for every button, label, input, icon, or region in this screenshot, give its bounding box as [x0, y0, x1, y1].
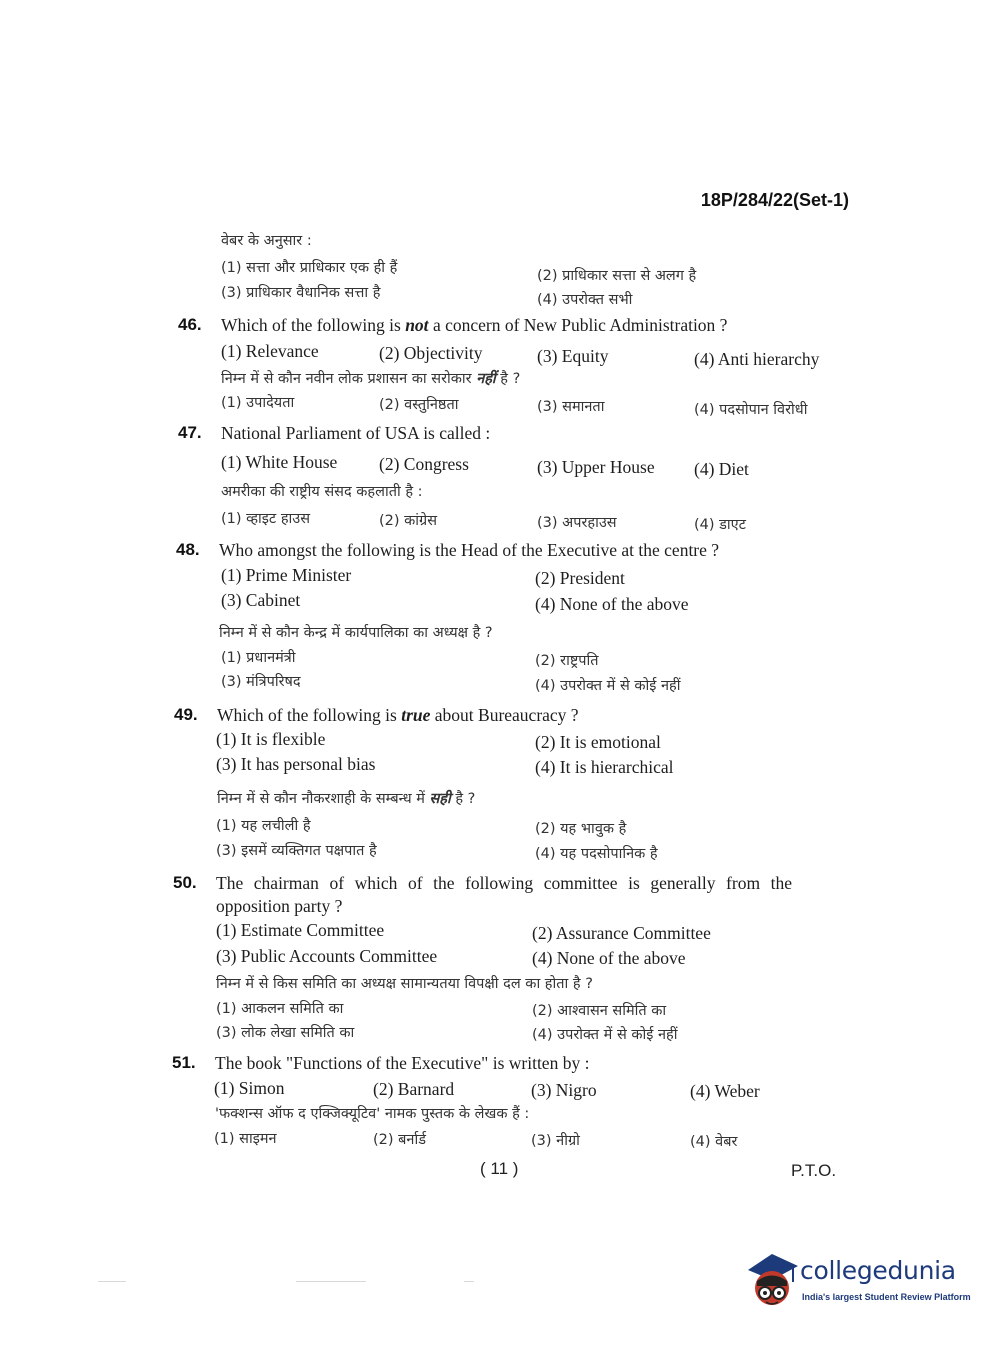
option-en: (3) Public Accounts Committee: [216, 946, 438, 966]
question-number: 51.: [172, 1053, 196, 1072]
question-50-stem-en-line1: The chairman of which of the following committee is generally from the: [216, 873, 793, 893]
option-hi: (4) पदसोपान विरोधी: [694, 402, 808, 418]
option-en: (4) It is hierarchical: [535, 757, 674, 777]
option-hi: (1) उपादेयता: [221, 395, 295, 411]
question-48-stem-hi: निम्न में से कौन केन्द्र में कार्यपालिका का अध्यक्ष है ?: [219, 625, 493, 641]
brand-tagline: India's largest Student Review Platform: [802, 1292, 971, 1302]
emphasis-text: true: [401, 705, 431, 725]
scan-artifact: [98, 1281, 126, 1282]
question-number: 47.: [178, 423, 202, 442]
option-en: (3) Nigro: [531, 1080, 597, 1100]
question-number: 50.: [173, 873, 197, 892]
question-49-stem-hi: निम्न में से कौन नौकरशाही के सम्बन्ध में सही है ?: [217, 791, 476, 807]
option-en: (4) Weber: [690, 1081, 760, 1101]
page-number: ( 11 ): [480, 1159, 519, 1178]
question-47-stem-hi: अमरीका की राष्ट्रीय संसद कहलाती है :: [221, 484, 423, 500]
brand-name: collegedunia: [800, 1256, 956, 1285]
intro-stem-hi: वेबर के अनुसार :: [221, 233, 312, 249]
option-hi: (4) यह पदसोपानिक है: [535, 846, 658, 862]
pto-label: P.T.O.: [791, 1161, 837, 1180]
option-en: (4) None of the above: [535, 594, 689, 614]
question-46-stem-hi: निम्न में से कौन नवीन लोक प्रशासन का सरोकार नहीं है ?: [221, 371, 521, 387]
intro-option-4: (4) उपरोक्त सभी: [537, 292, 633, 308]
option-en: (2) Congress: [379, 454, 469, 474]
option-en: (1) Relevance: [221, 341, 319, 361]
question-number: 48.: [176, 540, 200, 559]
option-hi: (3) नीग्रो: [531, 1133, 580, 1149]
emphasis-text: not: [405, 315, 429, 335]
option-en: (2) Objectivity: [379, 343, 483, 363]
intro-option-3: (3) प्राधिकार वैधानिक सत्ता है: [221, 285, 381, 301]
option-hi: (1) आकलन समिति का: [216, 1001, 344, 1017]
option-en: (4) Anti hierarchy: [694, 349, 820, 369]
option-en: (1) It is flexible: [216, 729, 326, 749]
paper-code: 18P/284/22(Set-1): [700, 190, 849, 210]
option-hi: (2) यह भावुक है: [535, 821, 627, 837]
option-hi: (4) उपरोक्त में से कोई नहीं: [535, 678, 681, 694]
option-hi: (4) उपरोक्त में से कोई नहीं: [532, 1027, 678, 1043]
question-number: 49.: [174, 705, 198, 724]
scan-artifact: [464, 1281, 474, 1282]
option-en: (3) It has personal bias: [216, 754, 376, 774]
option-hi: (4) डाएट: [694, 517, 746, 533]
scan-artifact: [296, 1281, 366, 1282]
option-hi: (1) यह लचीली है: [216, 818, 311, 834]
option-hi: (1) व्हाइट हाउस: [221, 511, 311, 527]
emphasis-text: नहीं: [476, 371, 496, 387]
option-hi: (2) वस्तुनिष्ठता: [379, 397, 459, 413]
collegedunia-logo: [742, 1248, 974, 1320]
option-hi: (2) बर्नार्ड: [373, 1132, 426, 1148]
intro-option-2: (2) प्राधिकार सत्ता से अलग है: [537, 268, 697, 284]
option-hi: (1) प्रधानमंत्री: [221, 650, 296, 666]
intro-option-1: (1) सत्ता और प्राधिकार एक ही हैं: [221, 260, 398, 276]
option-en: (1) Prime Minister: [221, 565, 352, 585]
option-en: (2) Assurance Committee: [532, 923, 711, 943]
question-47-stem-en: National Parliament of USA is called :: [221, 423, 491, 443]
option-hi: (3) समानता: [537, 399, 605, 415]
option-en: (2) Barnard: [373, 1079, 455, 1099]
option-hi: (1) साइमन: [214, 1131, 277, 1147]
question-48-stem-en: Who amongst the following is the Head of the Executive at the centre ?: [219, 540, 720, 560]
option-en: (4) None of the above: [532, 948, 686, 968]
option-en: (3) Upper House: [537, 457, 655, 477]
option-hi: (3) अपरहाउस: [537, 515, 617, 531]
option-en: (4) Diet: [694, 459, 749, 479]
option-en: (1) Simon: [214, 1078, 285, 1098]
option-en: (1) Estimate Committee: [216, 920, 385, 940]
question-49-stem-en: Which of the following is true about Bureaucracy ?: [217, 705, 579, 725]
option-en: (2) President: [535, 568, 625, 588]
option-hi: (2) राष्ट्रपति: [535, 653, 599, 669]
option-en: (3) Equity: [537, 346, 609, 366]
question-number: 46.: [178, 315, 202, 334]
option-hi: (3) मंत्रिपरिषद: [221, 674, 301, 690]
mascot-icon: [742, 1248, 802, 1320]
option-en: (3) Cabinet: [221, 590, 301, 610]
emphasis-text: सही: [429, 791, 451, 807]
option-en: (1) White House: [221, 452, 338, 472]
option-hi: (4) वेबर: [690, 1134, 738, 1150]
option-en: (2) It is emotional: [535, 732, 661, 752]
question-46-stem-en: Which of the following is not a concern of New Public Administration ?: [221, 315, 728, 335]
option-hi: (2) कांग्रेस: [379, 513, 438, 529]
option-hi: (2) आश्वासन समिति का: [532, 1003, 667, 1019]
question-51-stem-en: The book "Functions of the Executive" is written by :: [215, 1053, 590, 1073]
question-50-stem-en-line2: opposition party ?: [216, 896, 343, 916]
question-50-stem-hi: निम्न में से किस समिति का अध्यक्ष सामान्यतया विपक्षी दल का होता है ?: [216, 976, 593, 992]
option-hi: (3) इसमें व्यक्तिगत पक्षपात है: [216, 843, 377, 859]
option-hi: (3) लोक लेखा समिति का: [216, 1025, 355, 1041]
question-51-stem-hi: 'फक्शन्स ऑफ द एक्जिक्यूटिव' नामक पुस्तक के लेखक हैं :: [215, 1106, 530, 1122]
